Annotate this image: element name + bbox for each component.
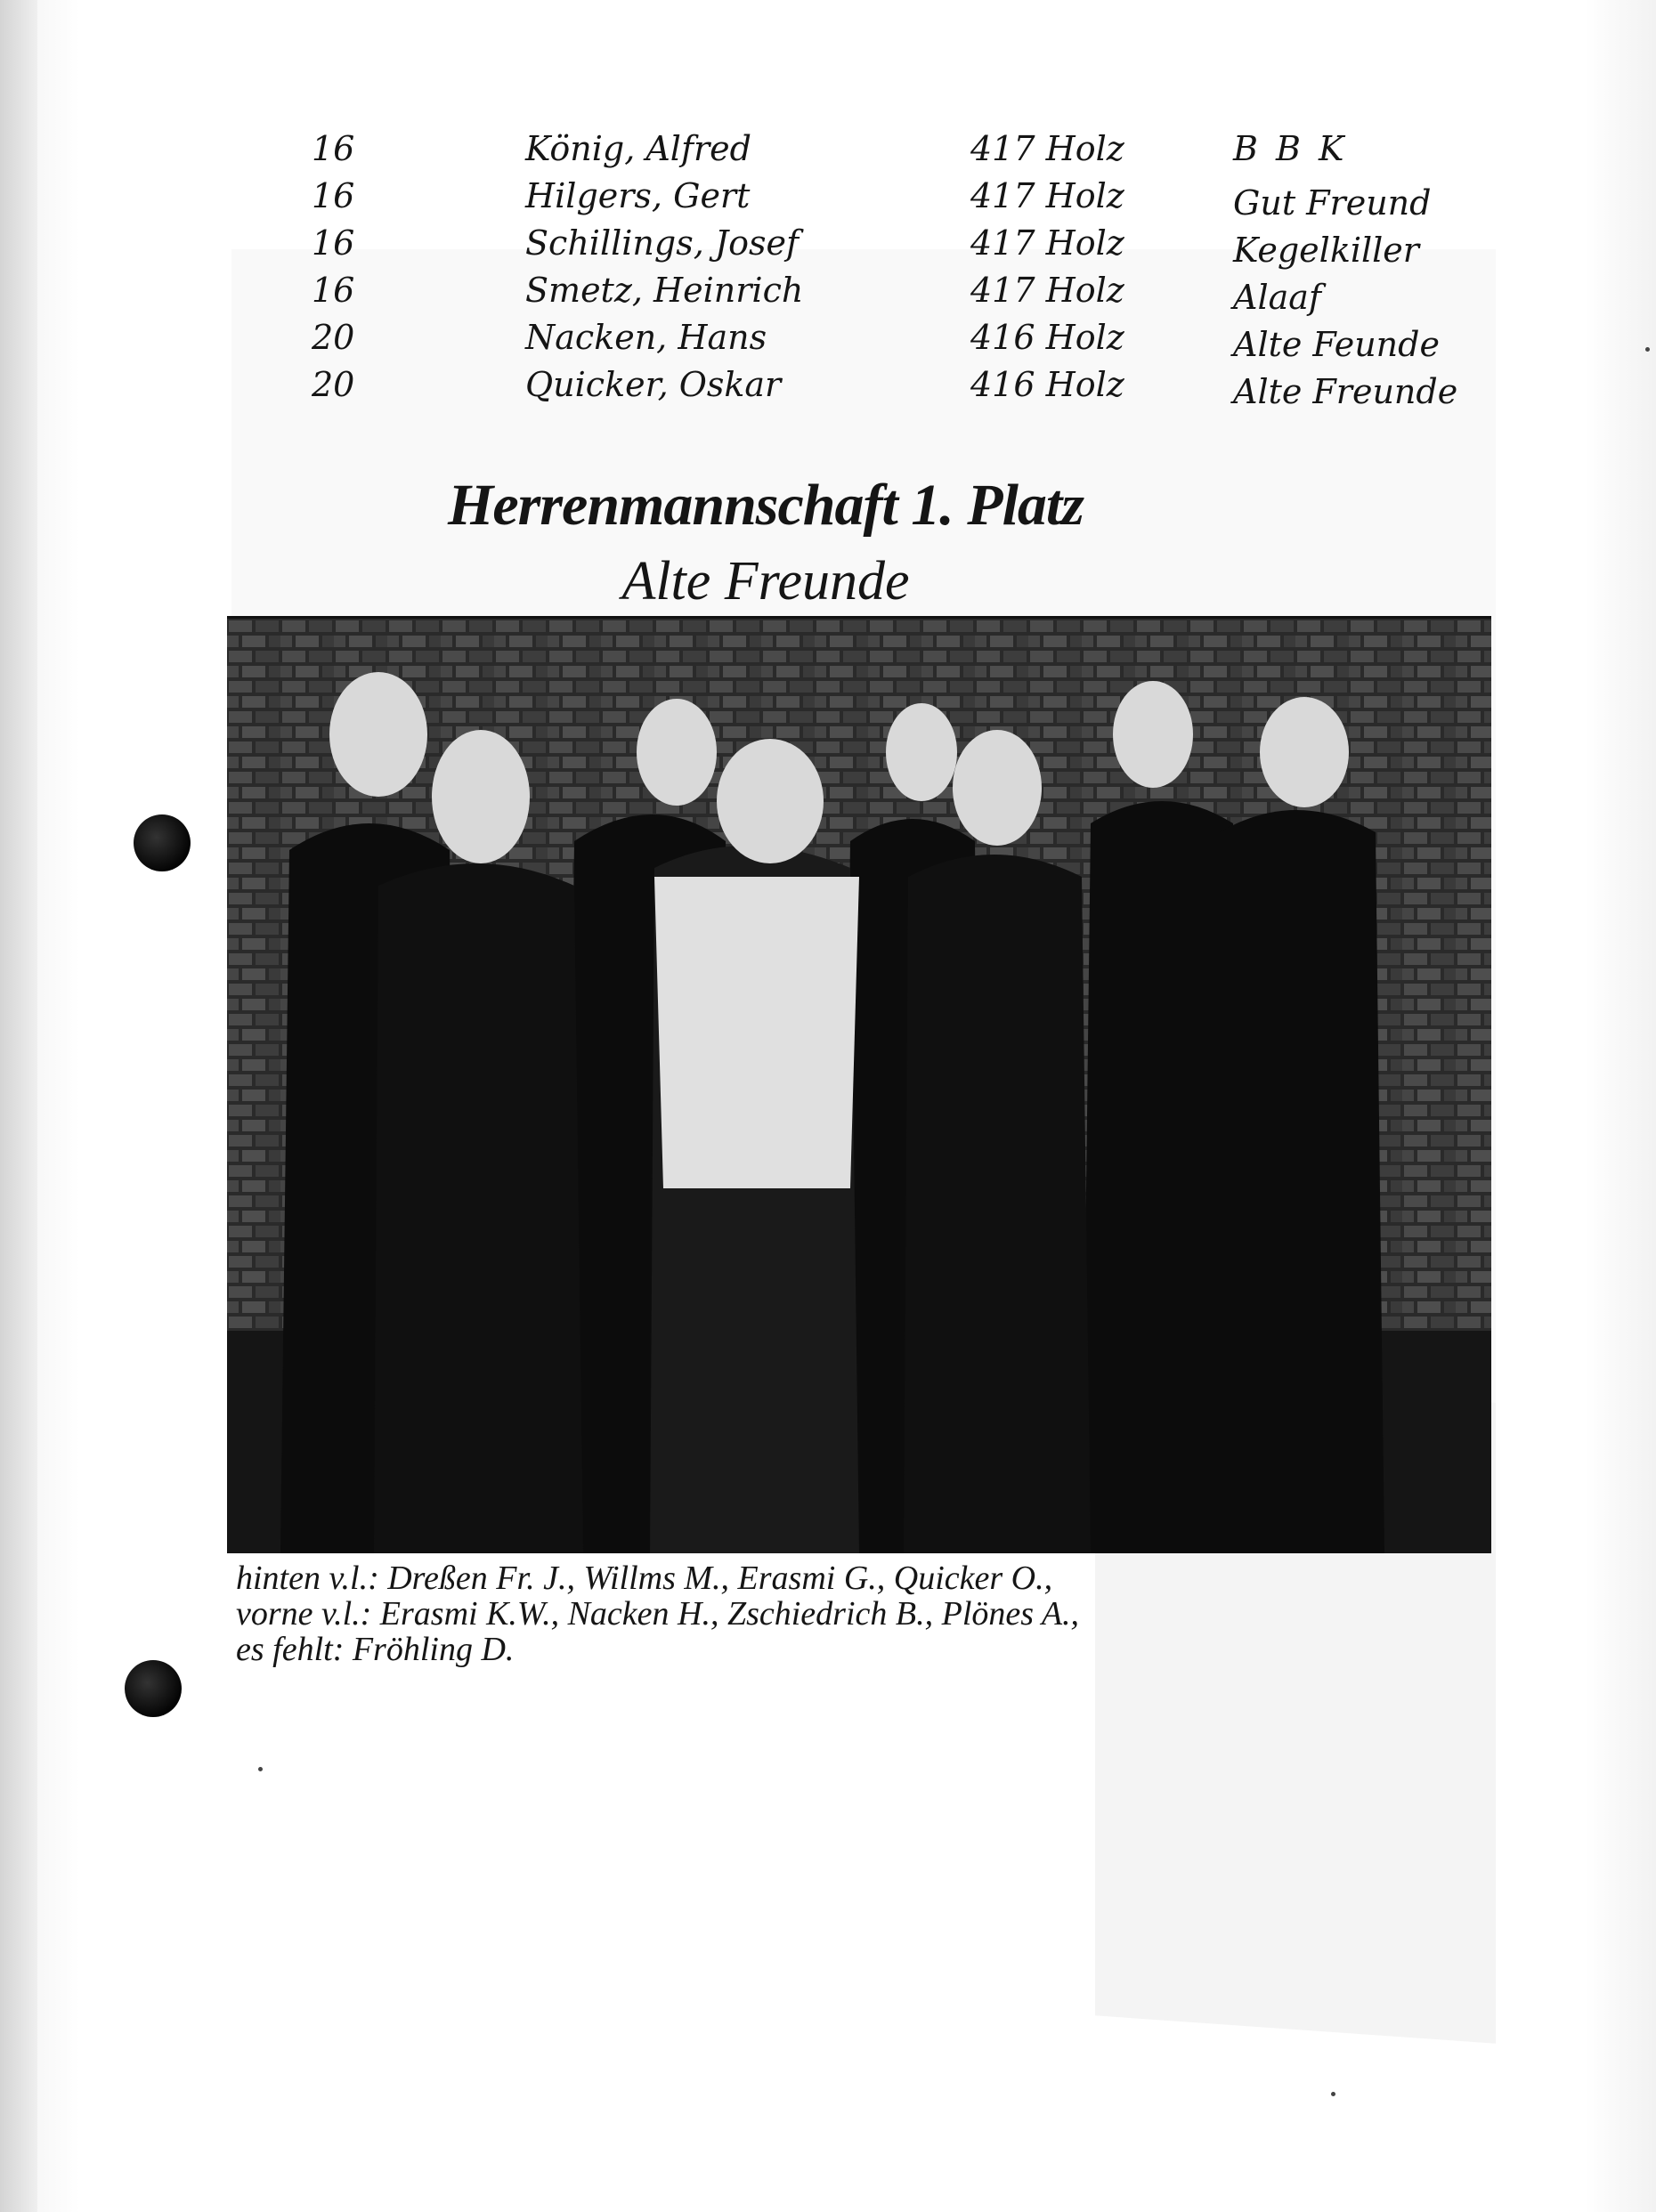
photo-caption [236,1560,1079,1667]
rank: 16 [312,271,355,310]
player-name: Schillings, Josef [525,223,800,263]
section-subtitle: Alte Freunde [621,551,910,612]
ranking-row [294,223,1487,271]
score: 416 Holz [970,318,1124,357]
rank: 16 [312,129,355,168]
player-name: Quicker, Oskar [525,365,782,404]
club: Alaaf [1233,278,1321,317]
score: 417 Holz [970,129,1124,168]
caption-line: hinten v.l.: Dreßen Fr. J., Willms M., Erasmi G., Quicker O., [236,1560,1053,1597]
ranking-row [294,318,1487,365]
club: Alte Freunde [1233,372,1458,411]
section-title: Herrenmannschaft 1. Platz [448,473,1084,538]
speck [258,1767,263,1771]
player-name: Smetz, Heinrich [525,271,804,310]
score: 417 Holz [970,223,1124,263]
rank: 16 [312,223,355,263]
team-photo-illustration [227,619,1491,1553]
punch-hole-bottom [125,1660,182,1717]
player-name: Hilgers, Gert [525,176,751,215]
punch-hole-top [134,814,191,871]
player-name: Nacken, Hans [525,318,767,357]
score: 416 Holz [970,365,1124,404]
ranking-row [294,129,1487,176]
club: B B K [1233,129,1348,168]
club: Alte Feunde [1233,325,1440,364]
speck [1645,347,1650,352]
player-name: König, Alfred [525,129,751,168]
score: 417 Holz [970,271,1124,310]
caption-line: vorne v.l.: Erasmi K.W., Nacken H., Zschiedrich B., Plönes A., [236,1595,1080,1633]
rank: 16 [312,176,355,215]
rank: 20 [312,318,355,357]
ranking-table [294,129,1487,412]
rank: 20 [312,365,355,404]
speck [1331,2092,1335,2096]
ranking-row [294,271,1487,318]
caption-line: es fehlt: Fröhling D. [236,1631,515,1668]
club: Gut Freund [1233,183,1432,223]
binding-edge [0,0,37,2212]
team-photo [227,616,1491,1553]
ranking-row [294,176,1487,223]
score: 417 Holz [970,176,1124,215]
club: Kegelkiller [1233,231,1419,270]
ranking-row [294,365,1487,412]
